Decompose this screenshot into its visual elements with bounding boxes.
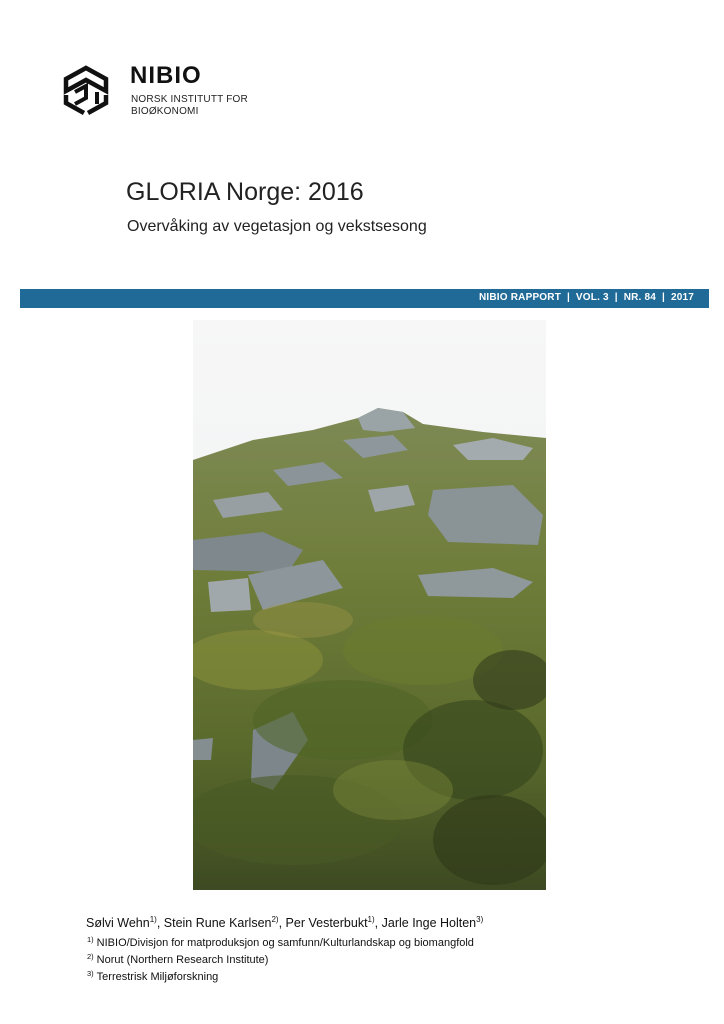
author-name: Stein Rune Karlsen — [163, 916, 272, 930]
nibio-logo-icon — [62, 65, 110, 117]
affiliation-mark: 3) — [87, 969, 94, 978]
logo-subtitle-line1: NORSK INSTITUTT FOR — [131, 94, 248, 105]
affiliation-text: Terrestrisk Miljøforskning — [96, 971, 219, 983]
author-mark: 1) — [367, 915, 375, 924]
author-separator: , — [156, 916, 164, 930]
logo-subtitle — [131, 94, 248, 118]
author-name: Sølvi Wehn — [86, 916, 150, 930]
affiliation-mark: 1) — [87, 935, 94, 944]
author-separator: , — [374, 916, 382, 930]
affiliation-item — [87, 971, 218, 983]
author-mark: 1) — [149, 915, 157, 924]
author-name: Jarle Inge Holten — [381, 916, 477, 930]
affiliation-text: NIBIO/Divisjon for matproduksjon og samfunn/Kulturlandskap og biomangfold — [96, 937, 474, 949]
cover-photo — [193, 320, 546, 890]
report-title: GLORIA Norge: 2016 — [126, 178, 364, 206]
author-name: Per Vesterbukt — [285, 916, 368, 930]
affiliation-mark: 2) — [87, 952, 94, 961]
author-list — [86, 916, 483, 930]
logo-subtitle-line2: BIOØKONOMI — [131, 106, 199, 117]
author-mark: 2) — [271, 915, 279, 924]
author-mark: 3) — [476, 915, 484, 924]
logo-name: NIBIO — [130, 62, 202, 89]
cover-photo-image — [193, 320, 546, 890]
series-banner — [20, 289, 709, 308]
report-subtitle: Overvåking av vegetasjon og vekstsesong — [127, 218, 427, 235]
author-separator: , — [278, 916, 286, 930]
affiliation-item — [87, 937, 474, 949]
series-line: NIBIO RAPPORT | VOL. 3 | NR. 84 | 2017 — [478, 292, 694, 303]
affiliation-text: Norut (Northern Research Institute) — [96, 954, 269, 966]
affiliation-item — [87, 954, 268, 966]
